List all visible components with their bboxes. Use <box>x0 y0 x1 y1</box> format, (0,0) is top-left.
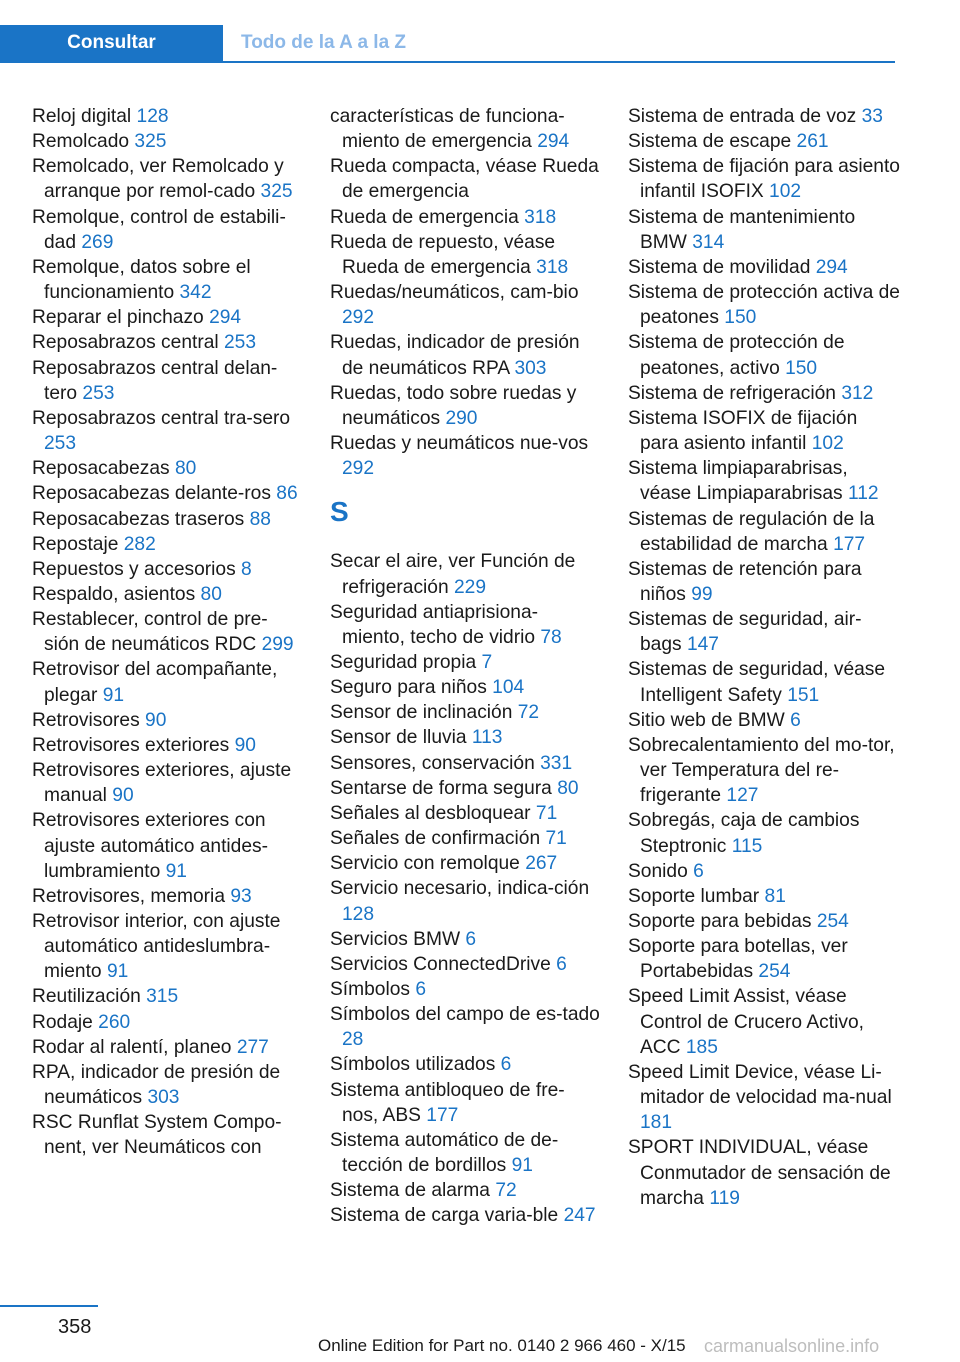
index-entry <box>32 884 302 909</box>
page-reference-link[interactable]: 325 <box>134 131 167 153</box>
index-entry <box>628 507 900 557</box>
index-entry-term: Sistemas de seguridad, véase Intelligent Safety <box>628 659 886 706</box>
index-entry <box>330 851 600 876</box>
index-entry-term: Sistema automático de de-tección de bordillos <box>330 1129 559 1177</box>
index-entry-term: Rueda de emergencia <box>330 206 519 228</box>
page-reference-link[interactable]: 312 <box>841 382 874 404</box>
index-entry <box>330 725 600 750</box>
index-entry-term: Sistema limpiaparabrisas, véase Limpiaparabrisas <box>628 458 848 505</box>
index-entry-term: Seguro para niños <box>330 677 487 699</box>
page-reference-link[interactable]: 331 <box>540 752 573 774</box>
page-reference-link[interactable]: 91 <box>165 860 187 882</box>
index-entry-term: Sistema de refrigeración <box>628 382 836 404</box>
index-entry <box>330 1178 600 1203</box>
index-entry <box>330 1052 600 1077</box>
index-entry <box>330 1078 600 1128</box>
index-entry <box>330 381 600 431</box>
page-reference-link[interactable]: 318 <box>536 256 569 278</box>
index-entry-term: Sobrecalentamiento del mo-tor, ver Temperatura del re-frigerante <box>628 734 895 807</box>
index-entry <box>628 205 900 255</box>
index-entry <box>32 808 302 883</box>
index-entry <box>628 934 900 984</box>
index-entry-term: Servicio con remolque <box>330 853 520 875</box>
index-entry-term: Sistemas de regulación de la estabilidad de marcha <box>628 508 875 555</box>
index-entry <box>32 255 302 305</box>
index-entry <box>330 205 600 230</box>
index-entry-term: Sistema ISOFIX de fijación para asiento infantil <box>628 407 858 455</box>
page-reference-link[interactable]: 33 <box>861 106 883 127</box>
index-entry <box>32 481 302 506</box>
index-entry <box>330 600 600 650</box>
index-entry <box>32 1010 302 1035</box>
index-entry-term: Retrovisores exteriores <box>32 734 230 756</box>
index-entry-term: Ruedas, indicador de presión de neumáticos RPA <box>330 332 580 379</box>
page-reference-link[interactable]: 181 <box>640 1112 673 1134</box>
page-reference-link[interactable]: 325 <box>260 181 293 203</box>
index-entry-term: Sentarse de forma segura <box>330 777 552 799</box>
page-reference-link[interactable]: 253 <box>82 382 115 404</box>
index-entry-term: Sistemas de seguridad, air-bags <box>628 609 862 656</box>
index-entry-term: Sensor de lluvia <box>330 727 467 749</box>
index-entry <box>330 1203 600 1228</box>
tab-consultar[interactable]: Consultar <box>0 25 223 61</box>
index-entry-term: Sistema de mantenimiento BMW <box>628 206 856 253</box>
index-entry-term: Símbolos <box>330 979 410 1000</box>
index-entry <box>32 507 302 532</box>
index-entry <box>330 751 600 776</box>
index-entry-term: Reposabrazos central tra-sero <box>32 407 291 429</box>
page-reference-link[interactable]: 86 <box>276 483 298 505</box>
index-entry-term: Remolque, datos sobre el funcionamiento <box>32 256 251 304</box>
page-reference-link[interactable]: 261 <box>796 131 829 153</box>
index-entry <box>330 650 600 675</box>
page-reference-link[interactable]: 177 <box>426 1104 459 1126</box>
index-entry <box>628 733 900 808</box>
page-reference-link[interactable]: 294 <box>815 256 848 278</box>
index-entry <box>330 280 600 330</box>
index-entry-term: Sobregás, caja de cambios Steptronic <box>628 810 860 857</box>
page-reference-link[interactable]: 80 <box>174 458 197 480</box>
index-entry-term: Símbolos del campo de es-tado <box>330 1004 600 1026</box>
index-entry-term: Rodar al ralentí, planeo <box>32 1036 232 1058</box>
page-reference-link[interactable]: 292 <box>342 458 375 480</box>
index-entry <box>628 104 900 129</box>
page-reference-link[interactable]: 299 <box>261 634 294 656</box>
index-entry <box>628 657 900 707</box>
index-entry <box>330 977 600 1002</box>
index-entry-term: Retrovisores <box>32 709 140 731</box>
index-entry-term: Sonido <box>628 860 688 882</box>
index-entry <box>32 582 302 607</box>
index-entry <box>32 532 302 557</box>
index-entry <box>628 859 900 884</box>
index-entry-term: Rueda de repuesto, véase Rueda de emergencia <box>330 231 556 278</box>
index-entry <box>330 431 600 481</box>
index-entry-term: Sistema de protección activa de peatones <box>628 282 900 329</box>
index-entry-term: RPA, indicador de presión de neumáticos <box>32 1061 281 1109</box>
page-reference-link[interactable]: 247 <box>563 1205 596 1227</box>
page-reference-link[interactable]: 229 <box>454 576 487 598</box>
page-reference-link[interactable]: 28 <box>342 1029 364 1051</box>
page-reference-link[interactable]: 267 <box>525 853 558 875</box>
page-reference-link[interactable]: 93 <box>230 885 252 907</box>
index-entry-term: Señales de confirmación <box>330 828 541 850</box>
page-reference-link[interactable]: 91 <box>511 1155 533 1177</box>
index-entry <box>32 1060 302 1110</box>
index-entry <box>330 230 600 280</box>
index-entry-term: Rueda compacta, véase Rueda de emergencia <box>330 156 599 203</box>
index-entry <box>628 708 900 733</box>
page-reference-link[interactable]: 177 <box>833 533 866 555</box>
index-entry-term: Reposacabezas delante-ros <box>32 483 271 505</box>
index-entry <box>330 1002 600 1052</box>
index-entry-term: Sistema de movilidad <box>628 256 811 278</box>
index-entry <box>628 808 900 858</box>
index-entry-term: RSC Runflat System Compo-nent, ver Neumáticos con <box>32 1112 282 1159</box>
index-entry <box>330 876 600 926</box>
index-entry-term: Servicios ConnectedDrive <box>330 953 551 975</box>
page-reference-link[interactable]: 80 <box>200 583 222 605</box>
index-entry <box>330 675 600 700</box>
index-entry <box>32 607 302 657</box>
index-entry <box>32 909 302 984</box>
index-entry <box>628 381 900 406</box>
page-reference-link[interactable]: 292 <box>342 307 375 329</box>
index-entry <box>32 733 302 758</box>
page-reference-link[interactable]: 282 <box>123 533 156 555</box>
page-reference-link[interactable]: 127 <box>726 785 759 807</box>
index-entry <box>32 984 302 1009</box>
page-reference-link[interactable]: 303 <box>147 1087 180 1109</box>
index-entry-term: Reparar el pinchazo <box>32 307 204 329</box>
index-entry-term: Ruedas y neumáticos nue-vos <box>330 433 589 455</box>
index-entry <box>32 205 302 255</box>
index-entry-term: Reposabrazos central <box>32 332 219 354</box>
page-reference-link[interactable]: 81 <box>764 885 786 907</box>
index-entry <box>628 280 900 330</box>
index-entry-term: Reposabrazos central delan-tero <box>32 357 278 404</box>
page-reference-link[interactable]: 315 <box>146 986 179 1008</box>
page-reference-link[interactable]: 277 <box>236 1036 269 1058</box>
index-entry <box>628 1060 900 1135</box>
page-reference-link[interactable]: 151 <box>787 684 820 706</box>
page-reference-link[interactable]: 91 <box>102 684 125 706</box>
index-entry-term: características de funciona-miento de emergencia <box>330 106 565 153</box>
index-entry-term: Retrovisor interior, con ajuste automático antideslumbra-miento <box>32 911 281 983</box>
index-entry-term: Símbolos utilizados <box>330 1054 496 1076</box>
index-entry-term: Remolcado, ver Remolcado y arranque por remol-cado <box>32 156 284 203</box>
watermark: carmanualsonline.info <box>704 1336 880 1356</box>
page-reference-link[interactable]: 128 <box>342 903 375 925</box>
page-reference-link[interactable]: 88 <box>249 508 271 530</box>
tab-todo-a-z[interactable]: Todo de la A a la Z <box>241 32 407 53</box>
index-entry <box>32 129 302 154</box>
index-entry-term: Secar el aire, ver Función de refrigeración <box>330 551 576 598</box>
page-reference-link[interactable]: 115 <box>731 835 763 857</box>
page-reference-link[interactable]: 6 <box>500 1054 512 1076</box>
index-entry <box>628 909 900 934</box>
index-entry <box>330 700 600 725</box>
index-entry <box>32 330 302 355</box>
page-reference-link[interactable]: 90 <box>234 734 256 756</box>
page-reference-link[interactable]: 104 <box>492 677 525 699</box>
page-reference-link[interactable]: 119 <box>709 1187 740 1209</box>
index-entry <box>32 104 302 129</box>
index-entry <box>628 154 900 204</box>
page-reference-link[interactable]: 253 <box>224 332 257 354</box>
page-reference-link[interactable]: 260 <box>98 1011 131 1033</box>
index-entry-term: Sistema de carga varia-ble <box>330 1205 559 1227</box>
index-entry-term: Sistema de entrada de voz <box>628 106 857 127</box>
page-reference-link[interactable]: 6 <box>556 953 567 975</box>
page-reference-link[interactable]: 318 <box>524 206 557 228</box>
page-reference-link[interactable]: 253 <box>44 433 77 455</box>
page-reference-link[interactable]: 303 <box>514 357 547 379</box>
edition-footer: Online Edition for Part no. 0140 2 966 460 - X/15 <box>318 1336 686 1355</box>
index-column-3 <box>628 104 900 1211</box>
index-entry-term: Servicios BMW <box>330 928 461 950</box>
index-entry <box>628 884 900 909</box>
page-reference-link[interactable]: 294 <box>209 307 242 329</box>
page-reference-link[interactable]: 91 <box>106 961 129 983</box>
page-reference-link[interactable]: 8 <box>241 558 252 580</box>
index-entry-term: Retrovisores exteriores con ajuste automático antides-lumbramiento <box>32 810 268 882</box>
index-entry <box>330 330 600 380</box>
page-number-rule <box>0 1305 98 1307</box>
index-entry <box>330 952 600 977</box>
index-entry-term: Sistema antibloqueo de fre-nos, ABS <box>330 1079 565 1126</box>
index-entry <box>628 456 900 506</box>
index-entry-term: Reposacabezas <box>32 458 170 480</box>
index-entry-term: Retrovisores exteriores, ajuste manual <box>32 760 292 807</box>
index-entry <box>32 456 302 481</box>
index-entry-term: Servicio necesario, indica-ción <box>330 878 590 900</box>
index-entry-term: Retrovisores, memoria <box>32 885 225 907</box>
index-entry-term: Sistema de fijación para asiento infantil ISOFIX <box>628 156 900 203</box>
index-entry-term: Señales al desbloquear <box>330 802 531 824</box>
index-entry <box>330 826 600 851</box>
index-entry <box>628 607 900 657</box>
index-entry-term: Soporte lumbar <box>628 885 760 907</box>
page-reference-link[interactable]: 150 <box>785 357 818 379</box>
index-column-1 <box>32 104 302 1161</box>
page-reference-link[interactable]: 71 <box>545 828 567 850</box>
index-entry-term: Ruedas/neumáticos, cam-bio <box>330 282 579 304</box>
index-entry-term: Sensor de inclinación <box>330 702 513 724</box>
page-reference-link[interactable]: 72 <box>517 702 540 724</box>
index-entry <box>330 154 600 204</box>
index-entry <box>32 657 302 707</box>
index-entry <box>330 1128 600 1178</box>
page-reference-link[interactable]: 254 <box>816 911 849 932</box>
index-entry-term: Retrovisor del acompañante, plegar <box>32 659 278 706</box>
index-entry-term: Repuestos y accesorios <box>32 558 236 580</box>
index-entry <box>32 708 302 733</box>
index-entry-term: Soporte para botellas, ver Portabebidas <box>628 936 848 983</box>
index-entry <box>32 557 302 582</box>
index-entry-term: Reloj digital <box>32 106 132 127</box>
index-entry-term: Seguridad antiaprisiona-miento, techo de vidrio <box>330 601 538 648</box>
page-reference-link[interactable]: 71 <box>535 802 558 824</box>
page-reference-link[interactable]: 113 <box>471 727 503 749</box>
index-entry <box>32 1110 302 1160</box>
index-entry-term: Remolcado <box>32 131 130 153</box>
index-entry-term: Soporte para bebidas <box>628 911 812 932</box>
index-entry <box>628 406 900 456</box>
index-entry <box>330 776 600 801</box>
page-reference-link[interactable]: 102 <box>769 181 802 203</box>
index-entry <box>32 305 302 330</box>
index-entry-term: Ruedas, todo sobre ruedas y neumáticos <box>330 382 577 429</box>
index-entry-term: Sistemas de retención para niños <box>628 558 862 605</box>
index-entry-term: Rodaje <box>32 1011 93 1033</box>
index-entry-term: Speed Limit Assist, véase Control de Crucero Activo, ACC <box>628 986 864 1058</box>
index-entry-term: Sistema de alarma <box>330 1180 490 1202</box>
index-entry-term: Reutilización <box>32 986 141 1008</box>
index-entry <box>330 549 600 599</box>
page-reference-link[interactable]: 342 <box>179 282 212 304</box>
index-entry <box>32 154 302 204</box>
page-reference-link[interactable]: 7 <box>481 651 493 673</box>
index-entry <box>628 557 900 607</box>
page-reference-link[interactable]: 254 <box>758 961 791 983</box>
index-entry-term: Speed Limit Device, véase Li-mitador de velocidad ma-nual <box>628 1061 892 1109</box>
page-reference-link[interactable]: 128 <box>136 106 169 127</box>
index-entry-term: Reposacabezas traseros <box>32 508 245 530</box>
page-reference-link[interactable]: 269 <box>81 231 114 253</box>
index-entry <box>628 984 900 1059</box>
page-reference-link[interactable]: 185 <box>685 1036 718 1058</box>
page-reference-link[interactable]: 6 <box>465 928 477 950</box>
index-entry <box>330 801 600 826</box>
index-entry <box>32 406 302 456</box>
page-reference-link[interactable]: 80 <box>557 777 579 799</box>
index-entry-term: Seguridad propia <box>330 651 477 673</box>
index-entry <box>32 758 302 808</box>
page-reference-link[interactable]: 112 <box>847 483 879 505</box>
index-entry <box>330 927 600 952</box>
index-entry-term: Sistema de escape <box>628 131 792 153</box>
section-letter: S <box>330 496 349 528</box>
index-entry-term: Sistema de protección de peatones, activo <box>628 332 845 379</box>
index-entry-term: SPORT INDIVIDUAL, véase Conmutador de sensación de marcha <box>628 1137 891 1209</box>
index-entry <box>330 104 600 154</box>
page-reference-link[interactable]: 294 <box>537 131 570 153</box>
header-bar <box>0 25 895 63</box>
page-reference-link[interactable]: 99 <box>691 583 713 605</box>
page-reference-link[interactable]: 78 <box>540 626 562 648</box>
index-column-2 <box>330 104 600 1229</box>
index-entry <box>628 330 900 380</box>
index-entry <box>628 1135 900 1210</box>
index-entry-term: Restablecer, control de pre-sión de neumáticos RDC <box>32 609 268 656</box>
page-reference-link[interactable]: 290 <box>445 407 478 429</box>
page-reference-link[interactable]: 90 <box>145 709 167 731</box>
index-entry-term: Sensores, conservación <box>330 752 535 774</box>
page-reference-link[interactable]: 6 <box>790 709 801 731</box>
index-entry-term: Sitio web de BMW <box>628 709 785 731</box>
page-reference-link[interactable]: 6 <box>415 979 426 1000</box>
index-entry <box>32 1035 302 1060</box>
page-reference-link[interactable]: 314 <box>692 231 725 253</box>
page-reference-link[interactable]: 102 <box>811 433 844 455</box>
index-entry <box>628 129 900 154</box>
page-reference-link[interactable]: 72 <box>495 1180 517 1202</box>
page-reference-link[interactable]: 6 <box>693 860 704 882</box>
index-entry-term: Repostaje <box>32 533 119 555</box>
index-entry-term: Remolque, control de estabili-dad <box>32 206 286 253</box>
page-reference-link[interactable]: 150 <box>724 307 757 329</box>
index-entry <box>628 255 900 280</box>
page-number: 358 <box>58 1316 92 1338</box>
page-reference-link[interactable]: 147 <box>686 634 719 656</box>
page-reference-link[interactable]: 90 <box>112 785 134 807</box>
index-entry <box>32 356 302 406</box>
index-entry-term: Respaldo, asientos <box>32 583 196 605</box>
